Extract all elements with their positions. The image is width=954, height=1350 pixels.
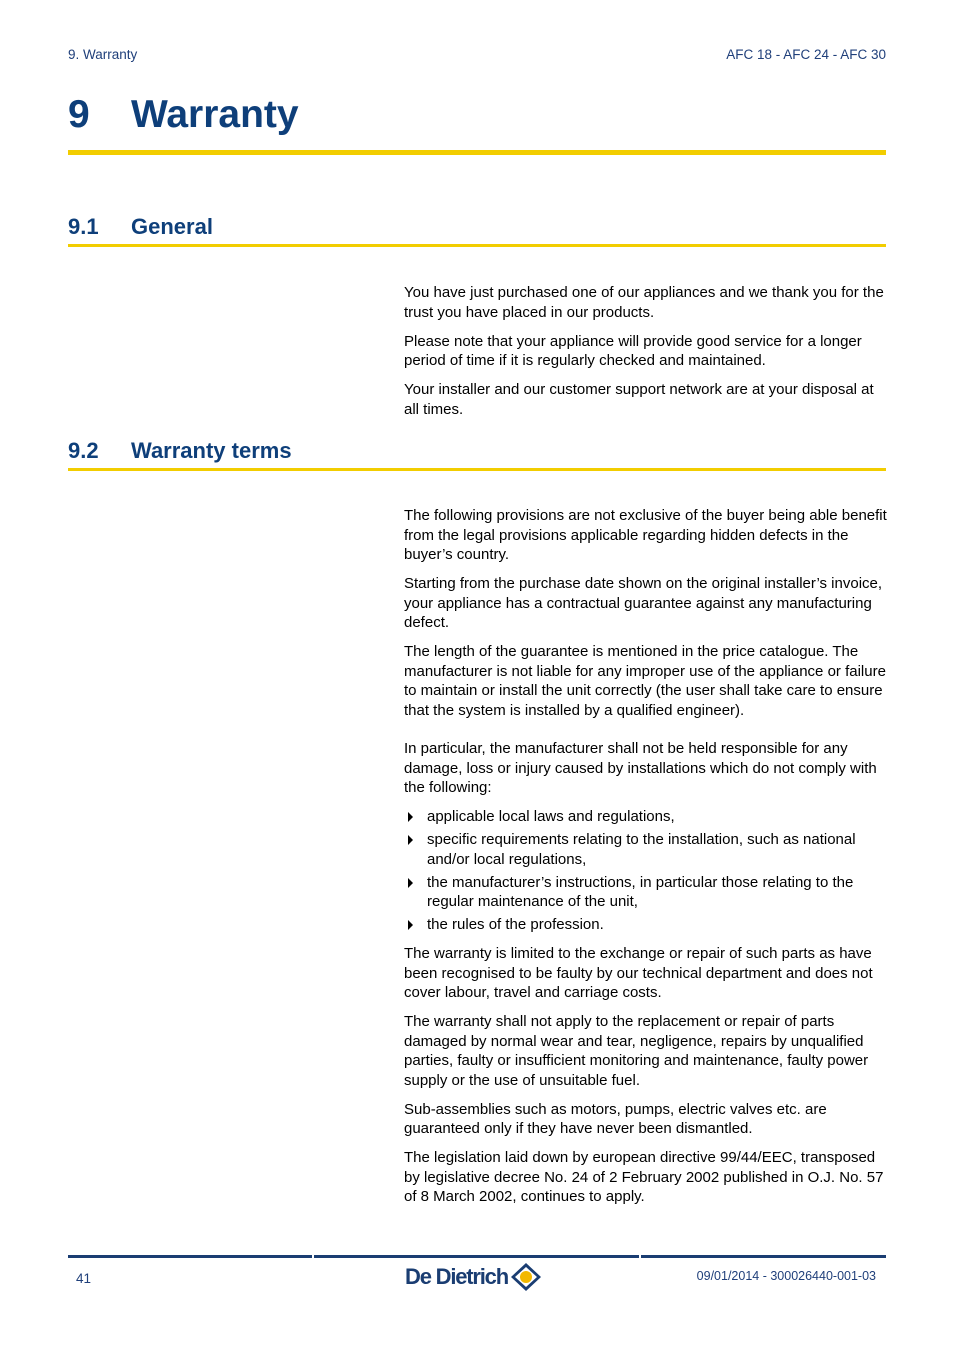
triangle-bullet-icon (408, 920, 413, 930)
chapter-title: Warranty (131, 93, 299, 136)
general-body (404, 283, 887, 429)
paragraph: Your installer and our customer support network are at your disposal at all times. (404, 381, 874, 418)
running-header-models: AFC 18 - AFC 24 - AFC 30 (726, 47, 886, 62)
list-item: applicable local laws and regulations, (404, 807, 887, 827)
section-number: 9.2 (68, 438, 99, 463)
footer-rule-notch (639, 1255, 641, 1258)
section-title: Warranty terms (131, 438, 292, 463)
footer-rule (68, 1255, 886, 1258)
list-item: the manufacturer’s instructions, in particular those relating to the regular maintenance of the unit, (404, 873, 887, 912)
diamond-logo-icon (510, 1262, 542, 1292)
paragraph: Sub-assemblies such as motors, pumps, electric valves etc. are guaranteed only if they have never been dismantled. (404, 1100, 827, 1137)
chapter-number: 9 (68, 93, 90, 136)
list-item: specific requirements relating to the installation, such as national and/or local regulations, (404, 830, 887, 869)
section-title: General (131, 214, 213, 239)
paragraph: In particular, the manufacturer shall not be held responsible for any damage, loss or injury caused by installations which do not comply with the following: (404, 740, 877, 796)
paragraph: The following provisions are not exclusive of the buyer being able benefit from the legal provisions applicable regarding hidden defects in the buyer’s country. (404, 507, 887, 563)
paragraph: The warranty is limited to the exchange or repair of such parts as have been recognised to be faulty by our technical department and does not cover labour, travel and carriage costs. (404, 945, 873, 1001)
warranty-terms-body (404, 506, 887, 1216)
section-number: 9.1 (68, 214, 99, 239)
brand-logo (405, 1262, 542, 1292)
document-reference: 09/01/2014 - 300026440-001-03 (696, 1269, 876, 1283)
list-item: the rules of the profession. (404, 915, 887, 935)
page-number: 41 (76, 1271, 92, 1286)
triangle-bullet-icon (408, 835, 413, 845)
paragraph: You have just purchased one of our appliances and we thank you for the trust you have placed in our products. (404, 284, 884, 321)
triangle-bullet-icon (408, 812, 413, 822)
brand-wordmark: De Dietrich (405, 1264, 508, 1289)
bullet-list (404, 807, 887, 935)
paragraph: The warranty shall not apply to the replacement or repair of parts damaged by normal wear and tear, negligence, repairs by unqualified parties, faulty or insufficient monitoring and maintenance, faulty power supply or the use of unsuitable fuel. (404, 1013, 869, 1089)
triangle-bullet-icon (408, 878, 413, 888)
paragraph: Starting from the purchase date shown on the original installer’s invoice, your appliance has a contractual guarantee against any manufacturing defect. (404, 575, 883, 631)
footer-rule-notch (312, 1255, 314, 1258)
section-heading-general (68, 212, 886, 247)
paragraph: The legislation laid down by european directive 99/44/EEC, transposed by legislative decree No. 24 of 2 February 2002 published in O.J. No. 57 of 8 March 2002, continues to apply. (404, 1149, 884, 1205)
running-header-section: 9. Warranty (68, 47, 138, 62)
section-heading-warranty-terms (68, 436, 886, 471)
chapter-heading (68, 88, 886, 155)
paragraph: Please note that your appliance will provide good service for a longer period of time if it is regularly checked and maintained. (404, 332, 862, 369)
paragraph: The length of the guarantee is mentioned in the price catalogue. The manufacturer is not liable for any improper use of the appliance or failure to maintain or install the unit correctly (the user shall take care to ensure that the system is installed by a qualified engineer). (404, 643, 886, 719)
